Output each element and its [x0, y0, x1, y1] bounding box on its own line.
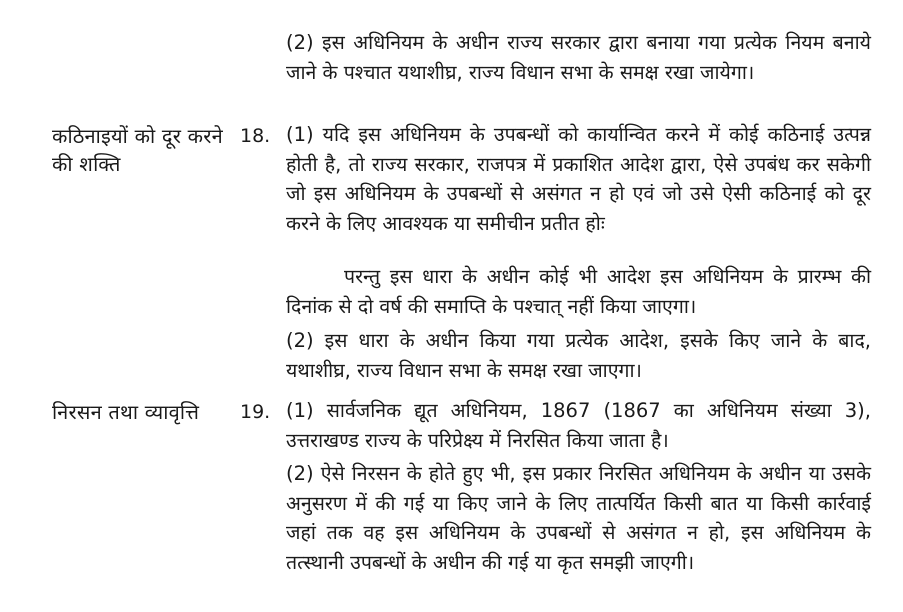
section-19-clause-2: (2) ऐसे निरसन के होते हुए भी, इस प्रकार निरसित अधिनियम के अधीन या उसके अनुसरण में की गई या किए जाने के लिए तात्पर्यित किसी बात या किसी कार्रवाई जहां तक वह इस अधिनियम के उपबन्धों से असंगत न हो, इस अधिनियम के तत्स्थानी उपबन्धों के अधीन की गई या कृत समझी जाएगी। — [286, 462, 871, 574]
section-19-heading: निरसन तथा व्यावृत्ति — [52, 400, 200, 424]
section-19-clause-1: (1) सार्वजनिक द्यूत अधिनियम, 1867 (1867 का अधिनियम संख्या 3), उत्तराखण्ड राज्य के परिप्रेक्ष्य में निरसित किया जाता है। — [286, 399, 871, 452]
section-18-number: 18. — [240, 125, 271, 147]
section-18-proviso: परन्तु इस धारा के अधीन कोई भी आदेश इस अधिनियम के प्रारम्भ की दिनांक से दो वर्ष की समाप्ति के पश्चात् नहीं किया जाएगा। — [286, 265, 871, 318]
section-17-clause-2: (2) इस अधिनियम के अधीन राज्य सरकार द्वारा बनाया गया प्रत्येक नियम बनाये जाने के पश्चात यथाशीघ्र, राज्य विधान सभा के समक्ष रखा जायेगा। — [286, 31, 871, 84]
section-18-clause-2: (2) इस धारा के अधीन किया गया प्रत्येक आदेश, इसके किए जाने के बाद, यथाशीघ्र, राज्य विधान सभा के समक्ष रखा जाएगा। — [286, 329, 871, 382]
section-19-number: 19. — [240, 401, 271, 423]
section-18-clause-1: (1) यदि इस अधिनियम के उपबन्धों को कार्यान्वित करने में कोई कठिनाई उत्पन्न होती है, तो राज्य सरकार, राजपत्र में प्रकाशित आदेश द्वारा, ऐसे उपबंध कर सकेगी जो इस अधिनियम के उपबन्धों से असंगत न हो एवं जो उसे ऐसी कठिनाई को दूर करने के लिए आवश्यक या समीचीन प्रतीत होः — [286, 123, 871, 235]
section-18-heading: कठिनाइयों को दूर करने की शक्ति — [52, 124, 223, 176]
